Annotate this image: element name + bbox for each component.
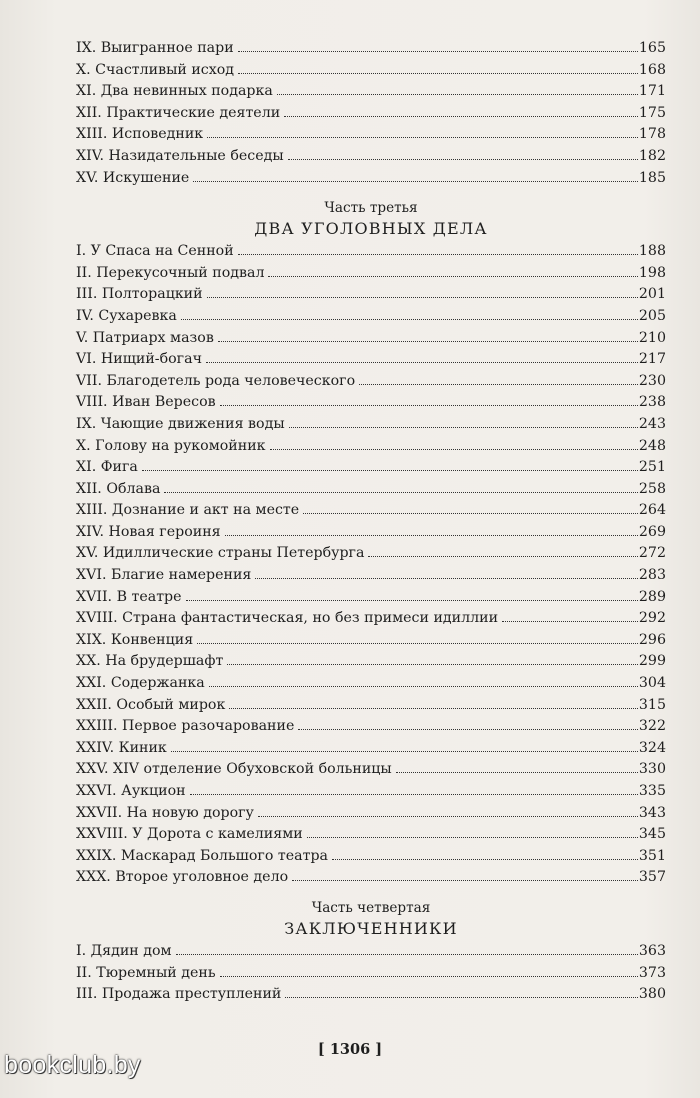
dot-leader xyxy=(277,93,638,95)
toc-entry-page: 201 xyxy=(638,286,666,303)
toc-entry xyxy=(76,630,666,652)
toc-entry xyxy=(76,587,666,609)
toc-entry-title: XIII. Исповедник xyxy=(76,126,204,143)
toc-entry-page: 248 xyxy=(638,437,666,454)
dot-leader xyxy=(218,340,638,342)
toc-entry-title: XII. Облава xyxy=(76,480,161,497)
toc-entry-page: 296 xyxy=(638,631,666,648)
toc-entry xyxy=(76,695,666,717)
toc-entry-title: IV. Сухаревка xyxy=(76,307,177,324)
dot-leader xyxy=(181,318,638,320)
toc-entry xyxy=(76,543,666,565)
toc-entry-title: XXII. Особый мирок xyxy=(76,696,226,713)
toc-entry xyxy=(76,414,666,436)
toc-entry-page: 205 xyxy=(638,307,666,324)
part3-label: Часть третья xyxy=(324,200,418,217)
toc-entry-title: VI. Нищий-богач xyxy=(76,351,202,368)
part4-label: Часть четвертая xyxy=(311,899,431,916)
dot-leader xyxy=(396,771,638,773)
dot-leader xyxy=(164,491,637,493)
toc-entry-title: XXI. Содержанка xyxy=(76,675,205,692)
toc-entry xyxy=(76,81,666,103)
dot-leader xyxy=(193,180,638,182)
toc-entry xyxy=(76,963,666,985)
toc-section-part2-tail xyxy=(76,38,666,189)
dot-leader xyxy=(289,426,638,428)
toc-entry-title: I. У Спаса на Сенной xyxy=(76,243,234,260)
toc-entry-title: XXIII. Первое разочарование xyxy=(76,718,295,735)
dot-leader xyxy=(307,836,638,838)
toc-entry-title: VII. Благодетель рода человеческого xyxy=(76,372,356,389)
toc-entry-page: 185 xyxy=(638,169,666,186)
toc-entry-title: XX. На брудершафт xyxy=(76,653,224,670)
toc-entry-title: XXV. XIV отделение Обуховской больницы xyxy=(76,761,392,778)
dot-leader xyxy=(238,72,638,74)
toc-entry-page: 299 xyxy=(638,653,666,670)
toc-entry xyxy=(76,306,666,328)
toc-entry-page: 322 xyxy=(638,718,666,735)
dot-leader xyxy=(206,361,638,363)
toc-entry-page: 357 xyxy=(638,869,666,886)
toc-entry-title: IX. Выигранное пари xyxy=(76,40,234,56)
toc-entry-page: 373 xyxy=(638,964,666,981)
toc-entry-page: 335 xyxy=(638,783,666,799)
toc-entry xyxy=(76,651,666,673)
toc-entry xyxy=(76,103,666,125)
toc-entry-page: 210 xyxy=(638,329,666,346)
toc-entry-title: XXVIII. У Дорота с камелиями xyxy=(76,826,303,843)
toc-entry-page: 251 xyxy=(638,459,666,476)
toc-entry-page: 324 xyxy=(638,739,666,756)
toc-entry-page: 283 xyxy=(638,567,666,584)
toc-entry-page: 175 xyxy=(638,104,666,121)
toc-entry xyxy=(76,565,666,587)
toc-entry xyxy=(76,608,666,630)
toc-entry-page: 345 xyxy=(638,826,666,843)
toc-entry-page: 178 xyxy=(638,126,666,143)
toc-entry-title: XVII. В театре xyxy=(76,588,182,605)
toc-entry xyxy=(76,263,666,285)
dot-leader xyxy=(186,599,638,601)
toc-entry-page: 315 xyxy=(638,696,666,713)
toc-entry-page: 258 xyxy=(638,480,666,497)
watermark-logo: bookclub.by xyxy=(4,1051,141,1079)
toc-entry-title: XI. Фига xyxy=(76,459,138,476)
dot-leader xyxy=(142,469,638,471)
toc-entry-page: 380 xyxy=(638,986,666,1003)
toc-entry xyxy=(76,328,666,350)
toc-entry-title: III. Продажа преступлений xyxy=(76,986,282,1003)
toc-entry-title: XV. Идиллические страны Петербурга xyxy=(76,545,365,562)
toc-entry-title: VIII. Иван Вересов xyxy=(76,394,216,411)
toc-entry-page: 330 xyxy=(638,761,666,778)
toc-entry-page: 238 xyxy=(638,394,666,411)
dot-leader xyxy=(270,448,638,450)
toc-entry-title: XIV. Новая героиня xyxy=(76,523,221,540)
toc-entry-page: 269 xyxy=(638,523,666,540)
toc-entry-title: XII. Практические деятели xyxy=(76,104,281,121)
toc-entry xyxy=(76,941,666,963)
toc-entry-title: X. Счастливый исход xyxy=(76,61,235,78)
toc-entry xyxy=(76,60,666,82)
dot-leader xyxy=(332,858,638,860)
toc-entry-page: 168 xyxy=(638,61,666,78)
dot-leader xyxy=(368,555,637,557)
dot-leader xyxy=(284,115,638,117)
dot-leader xyxy=(288,158,638,160)
dot-leader xyxy=(227,663,638,665)
toc-entry xyxy=(76,759,666,781)
toc-entry-page: 343 xyxy=(638,804,666,821)
toc-entry xyxy=(76,738,666,760)
dot-leader xyxy=(209,685,638,687)
toc-entry-page: 165 xyxy=(638,40,666,56)
toc-entry xyxy=(76,392,666,414)
dot-leader xyxy=(207,136,638,138)
toc-entry-page: 289 xyxy=(638,588,666,605)
toc-entry-title: XIV. Назидательные беседы xyxy=(76,147,284,164)
toc-entry-page: 171 xyxy=(638,83,666,100)
toc-entry-title: XIII. Дознание и акт на месте xyxy=(76,502,300,519)
toc-entry-title: I. Дядин дом xyxy=(76,942,172,959)
toc-section-part4 xyxy=(76,941,666,1006)
dot-leader xyxy=(502,620,638,622)
toc-entry xyxy=(76,38,666,60)
toc-entry-page: 188 xyxy=(638,243,666,260)
toc-entry-title: III. Полторацкий xyxy=(76,286,203,303)
toc-entry-title: XIX. Конвенция xyxy=(76,631,194,648)
toc-entry-title: XXIV. Киник xyxy=(76,739,167,756)
toc-entry xyxy=(76,349,666,371)
toc-entry xyxy=(76,168,666,190)
page-number: [ 1306 ] xyxy=(317,1041,383,1058)
toc-entry xyxy=(76,371,666,393)
toc-entry xyxy=(76,479,666,501)
dot-leader xyxy=(176,953,638,955)
dot-leader xyxy=(285,996,638,998)
toc-entry-title: XVI. Благие намерения xyxy=(76,567,252,584)
dot-leader xyxy=(238,50,638,52)
toc-entry xyxy=(76,824,666,846)
toc-entry xyxy=(76,124,666,146)
toc-entry xyxy=(76,781,666,803)
toc-entry xyxy=(76,803,666,825)
toc-entry-title: XXVI. Аукцион xyxy=(76,783,186,799)
toc-entry xyxy=(76,500,666,522)
toc-entry-title: II. Перекусочный подвал xyxy=(76,264,265,281)
toc-entry-page: 351 xyxy=(638,847,666,864)
toc-entry-page: 217 xyxy=(638,351,666,368)
toc-entry-title: IX. Чающие движения воды xyxy=(76,415,285,432)
toc-entry xyxy=(76,457,666,479)
dot-leader xyxy=(298,728,638,730)
toc-entry xyxy=(76,867,666,889)
dot-leader xyxy=(255,577,638,579)
toc-entry xyxy=(76,522,666,544)
toc-entry-title: II. Тюремный день xyxy=(76,964,216,981)
toc-entry-page: 264 xyxy=(638,502,666,519)
toc-entry-page: 243 xyxy=(638,415,666,432)
toc-entry xyxy=(76,846,666,868)
toc-entry-title: V. Патриарх мазов xyxy=(76,329,214,346)
dot-leader xyxy=(220,404,638,406)
toc-entry-page: 198 xyxy=(638,264,666,281)
dot-leader xyxy=(207,296,638,298)
toc-entry xyxy=(76,436,666,458)
toc-entry xyxy=(76,241,666,263)
dot-leader xyxy=(359,383,638,385)
toc-entry-title: X. Голову на рукомойник xyxy=(76,437,266,454)
toc-entry-title: XXVII. На новую дорогу xyxy=(76,804,254,821)
toc-entry-title: XXIX. Маскарад Большого театра xyxy=(76,847,328,864)
dot-leader xyxy=(292,879,638,881)
dot-leader xyxy=(303,512,638,514)
dot-leader xyxy=(229,707,638,709)
toc-entry-title: XXX. Второе уголовное дело xyxy=(76,869,289,886)
dot-leader xyxy=(197,642,638,644)
part3-title: ДВА УГОЛОВНЫХ ДЕЛА xyxy=(254,219,488,239)
toc-entry-title: XVIII. Страна фантастическая, но без примеси идиллии xyxy=(76,610,499,627)
table-of-contents xyxy=(76,38,666,1006)
toc-entry-page: 292 xyxy=(638,610,666,627)
dot-leader xyxy=(238,253,638,255)
toc-entry-title: XV. Искушение xyxy=(76,169,190,186)
part4-title: ЗАКЛЮЧЕННИКИ xyxy=(284,918,458,938)
toc-entry-page: 230 xyxy=(638,372,666,389)
toc-entry xyxy=(76,984,666,1006)
toc-entry-page: 304 xyxy=(638,675,666,692)
toc-entry xyxy=(76,284,666,306)
toc-entry-page: 272 xyxy=(638,545,666,562)
dot-leader xyxy=(171,750,638,752)
dot-leader xyxy=(258,815,638,817)
toc-entry-page: 363 xyxy=(638,942,666,959)
toc-entry-page: 182 xyxy=(638,147,666,164)
toc-entry xyxy=(76,716,666,738)
dot-leader xyxy=(190,793,638,795)
toc-entry-title: XI. Два невинных подарка xyxy=(76,83,273,100)
dot-leader xyxy=(268,275,637,277)
dot-leader xyxy=(220,975,638,977)
toc-entry xyxy=(76,673,666,695)
toc-entry xyxy=(76,146,666,168)
toc-section-part3 xyxy=(76,241,666,889)
dot-leader xyxy=(225,534,638,536)
